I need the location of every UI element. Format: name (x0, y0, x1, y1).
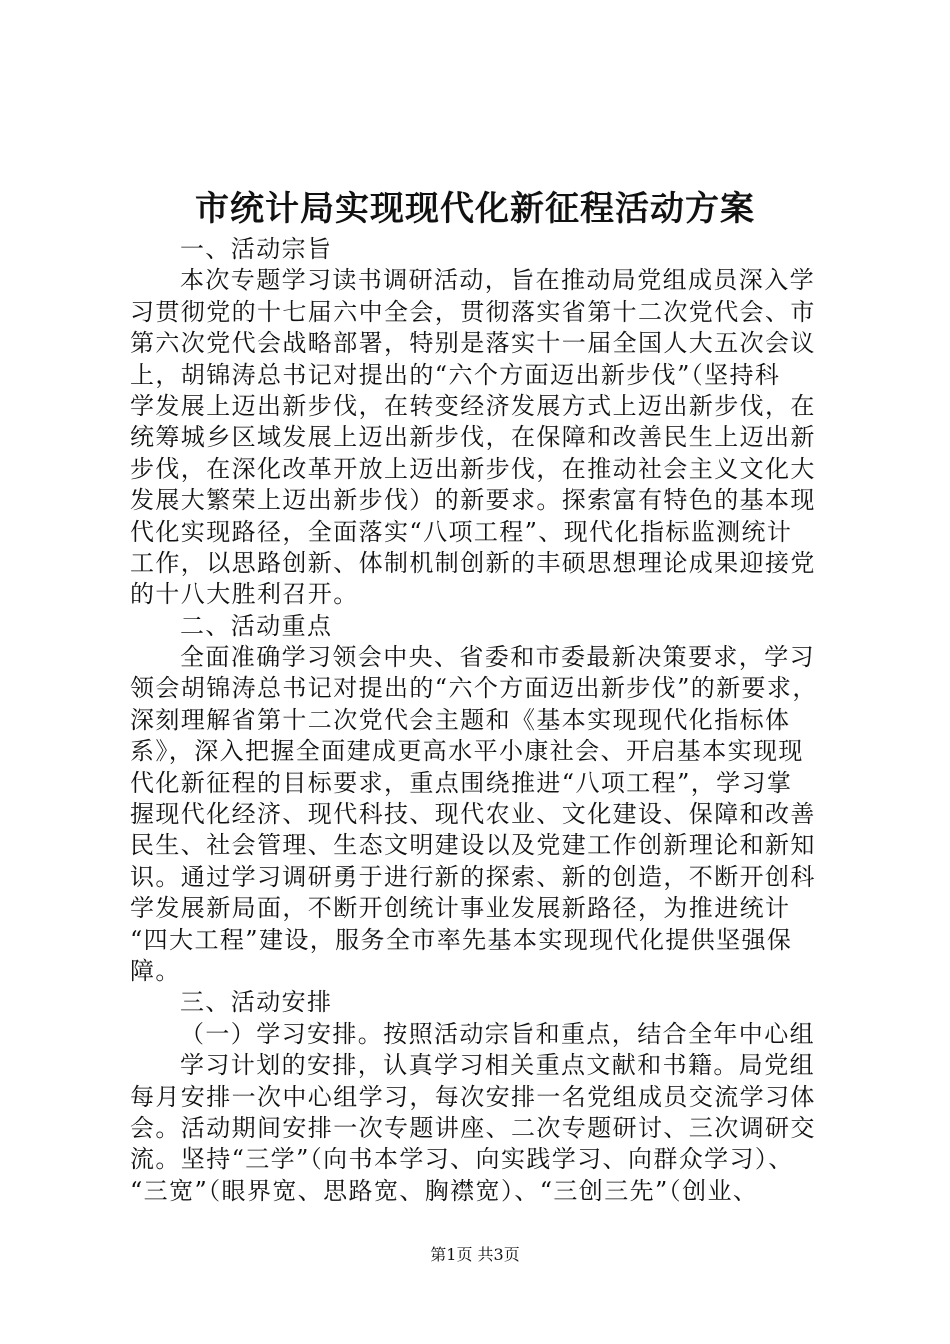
paragraph-line: 民生、社会管理、生态文明建设以及党建工作创新理论和新知 (130, 831, 816, 860)
paragraph-line: 学发展新局面，不断开创统计事业发展新路径，为推进统计 (130, 894, 791, 923)
document-title: 市统计局实现现代化新征程活动方案 (195, 189, 755, 229)
paragraph-line: 代化新征程的目标要求，重点围绕推进“八项工程”，学习掌 (130, 768, 793, 797)
paragraph-line: 识。通过学习调研勇于进行新的探索、新的创造，不断开创科 (130, 862, 816, 891)
paragraph-line: 每月安排一次中心组学习，每次安排一名党组成员交流学习体 (130, 1082, 816, 1111)
paragraph-line: 上，胡锦涛总书记对提出的“六个方面迈出新步伐”（坚持科 (130, 360, 781, 389)
paragraph-line: 代化实现路径，全面落实“八项工程”、现代化指标监测统计 (130, 517, 793, 546)
paragraph-line: 全面准确学习领会中央、省委和市委最新决策要求，学习 (180, 643, 815, 672)
paragraph-line: 发展大繁荣上迈出新步伐）的新要求。探索富有特色的基本现 (130, 486, 816, 515)
paragraph-line: 学习计划的安排，认真学习相关重点文献和书籍。局党组 (180, 1051, 815, 1080)
page-footer: 第1页 共3页 (430, 1245, 520, 1264)
paragraph-line: 第六次党代会战略部署，特别是落实十一届全国人大五次会议 (130, 329, 816, 358)
section-heading: 二、活动重点 (180, 611, 333, 640)
paragraph-line: “四大工程”建设，服务全市率先基本实现现代化提供坚强保 (130, 925, 793, 954)
paragraph-line: 本次专题学习读书调研活动，旨在推动局党组成员深入学 (180, 266, 815, 295)
section-heading: 三、活动安排 (180, 988, 333, 1017)
paragraph-line: 深刻理解省第十二次党代会主题和《基本实现现代化指标体 (130, 705, 791, 734)
paragraph-line: 习贯彻党的十七届六中全会，贯彻落实省第十二次党代会、市 (130, 297, 816, 326)
paragraph-line: 流。坚持“三学”（向书本学习、向实践学习、向群众学习）、 (130, 1145, 794, 1174)
paragraph-line: 的十八大胜利召开。 (130, 580, 359, 609)
paragraph-line: 工作，以思路创新、体制机制创新的丰硕思想理论成果迎接党 (130, 548, 816, 577)
paragraph-line: “三宽”（眼界宽、思路宽、胸襟宽）、“三创三先”（创业、 (130, 1176, 759, 1205)
paragraph-line: 握现代化经济、现代科技、现代农业、文化建设、保障和改善 (130, 800, 816, 829)
section-heading: 一、活动宗旨 (180, 235, 333, 263)
paragraph-line: （一）学习安排。按照活动宗旨和重点，结合全年中心组 (180, 1019, 815, 1048)
paragraph-line: 统筹城乡区域发展上迈出新步伐，在保障和改善民生上迈出新 (130, 423, 816, 452)
paragraph-line: 领会胡锦涛总书记对提出的“六个方面迈出新步伐”的新要求， (130, 674, 818, 703)
paragraph-line: 步伐，在深化改革开放上迈出新步伐，在推动社会主义文化大 (130, 454, 816, 483)
document-body (130, 234, 830, 1207)
paragraph-line: 障。 (130, 956, 181, 985)
paragraph-line: 系》，深入把握全面建成更高水平小康社会、开启基本实现现 (130, 737, 804, 766)
paragraph-line: 会。活动期间安排一次专题讲座、二次专题研讨、三次调研交 (130, 1113, 816, 1142)
paragraph-line: 学发展上迈出新步伐，在转变经济发展方式上迈出新步伐，在 (130, 391, 816, 420)
